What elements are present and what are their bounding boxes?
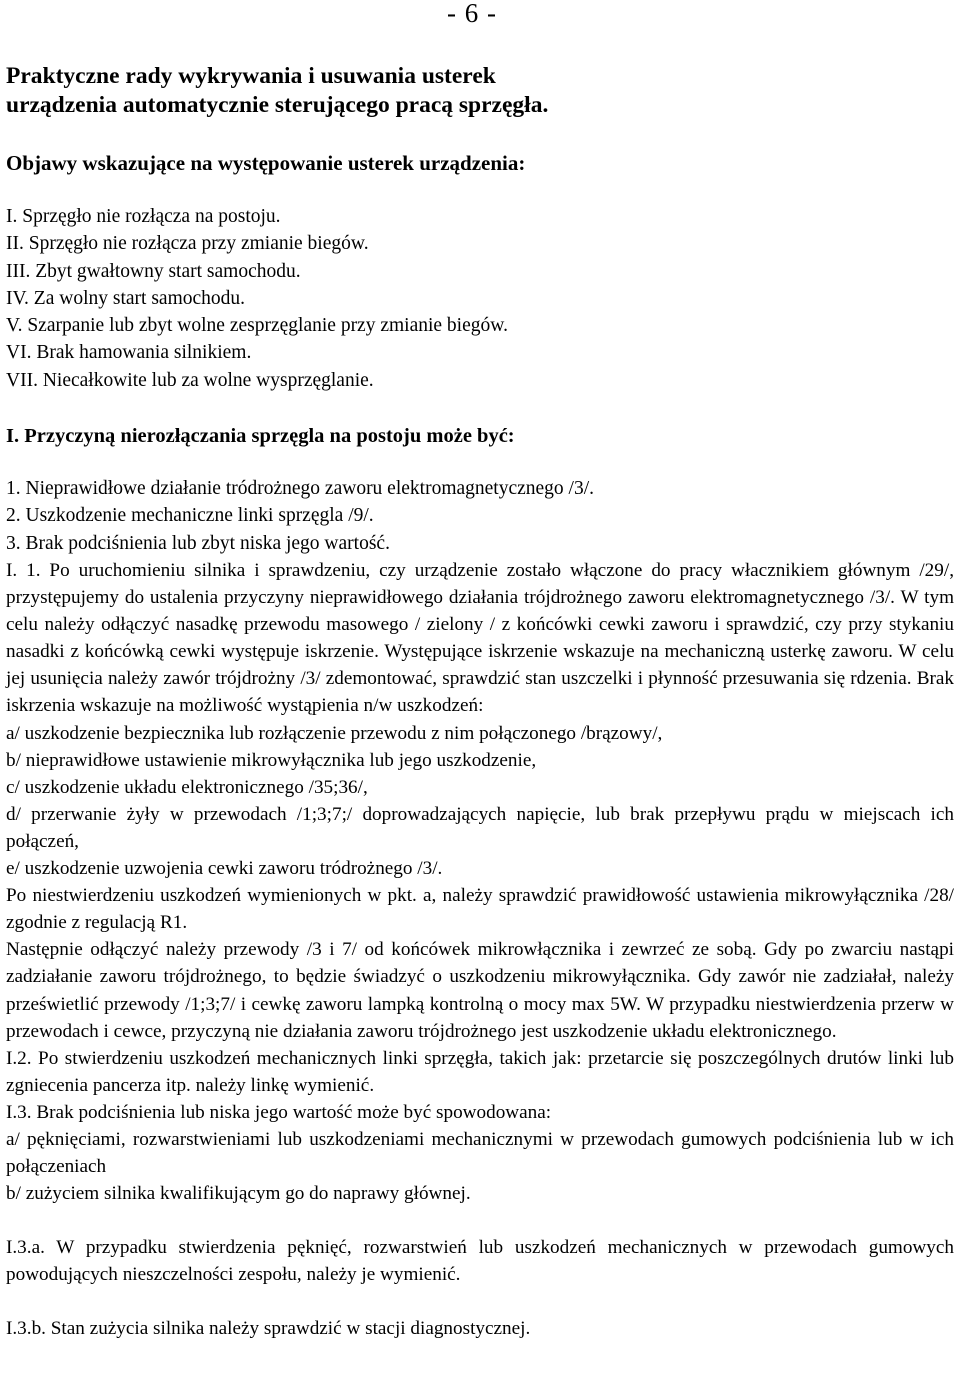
symptom-item: I. Sprzęgło nie rozłącza na postoju. — [6, 206, 281, 227]
paragraph-i3b: I.3.b. Stan zużycia silnika należy sprawdzić w stacji diagnostycznej. — [6, 1318, 531, 1340]
paragraph-i2: I.2. Po stwierdzeniu uszkodzeń mechanicznych linki sprzęgła, takich jak: przetarcie się poszczególnych drutów linki lub zgniecenia pancerza itp. należy linkę wymienić. — [6, 1047, 954, 1096]
causes-list — [6, 475, 946, 557]
symptom-item: IV. Za wolny start samochodu. — [6, 287, 246, 309]
fault-item-a: a/ uszkodzenie bezpiecznika lub rozłączenie przewodu z nim połączonego /brązowy/, — [6, 722, 663, 744]
title-line-1: Praktyczne rady wykrywania i usuwania usterek — [6, 63, 496, 89]
document-title — [6, 62, 548, 120]
body-text — [6, 557, 954, 1343]
paragraph-microswitch-check: Po niestwierdzeniu uszkodzeń wymienionych w pkt. a, należy sprawdzić prawidłowość ustawienia mikrowyłącznika /28/ zgodnie z regulacją R1. — [6, 885, 954, 934]
cause-item: 2. Uszkodzenie mechaniczne linki sprzęgla /9/. — [6, 505, 374, 527]
spacer — [6, 1288, 954, 1315]
fault-item-b: b/ nieprawidłowe ustawienie mikrowyłącznika lub jego uszkodzenie, — [6, 749, 537, 771]
title-line-2: urządzenia automatycznie sterującego pracą sprzęgła. — [6, 92, 549, 118]
symptom-item: VII. Niecałkowite lub za wolne wysprzęglanie. — [6, 369, 374, 391]
paragraph-wire-test: Następnie odłączyć należy przewody /3 i 7/ od końcówek mikrowłącznika i zewrzeć ze sobą. Gdy po zwarciu nastąpi zadziałanie zaworu trójdrożnego, to będzie świadzyć o uszkodzeniu mikrowyłącznika. Gdy zawór nie zadziałał, należy prześwietlić przewody /1;3;7/ i cewkę zaworu lampką kontrolną o mocy max 5W. W przypadku niestwierdzenia przerw w przewodach i cewce, przyczyną nie działania zaworu trójdrożnego jest uszkodzenie układu elektronicznego. — [6, 939, 954, 1042]
symptom-item: VI. Brak hamowania silnikiem. — [6, 342, 252, 364]
fault-item-d: d/ przerwanie żyły w przewodach /1;3;7;/ doprowadzających napięcie, lub brak przepływu prądu w miejscach ich połączeń, — [6, 803, 954, 852]
fault-item-e: e/ uszkodzenie uzwojenia cewki zaworu tródrożnego /3/. — [6, 858, 443, 880]
spacer — [6, 1207, 954, 1234]
page-number: - 6 - — [447, 0, 497, 28]
paragraph-i3a: I.3.a. W przypadku stwierdzenia pęknięć, rozwarstwień lub uszkodzeń mechanicznych w przewodach gumowych powodujących nieszczelności zespołu, należy je wymienić. — [6, 1237, 954, 1286]
paragraph-i3-b: b/ zużyciem silnika kwalifikującym go do naprawy głównej. — [6, 1183, 471, 1205]
paragraph-i1: I. 1. Po uruchomieniu silnika i sprawdzeniu, czy urządzenie zostało włączone do pracy włacznikiem głównym /29/, przystępujemy do ustalenia przyczyny nieprawidłowego działania trójdrożnego zaworu elektromagnetycznego /3/. W tym celu należy odłączyć nasadkę przewodu masowego / zielony / z końcówki cewki zaworu i sprawdzić, czy przy stykaniu nasadki z końcówką cewki występuje iskrzenie. Występujące iskrzenie wskazuje na mechaniczną usterkę zaworu. W celu jej usunięcia należy zawór trójdrożny /3/ zdemontować, sprawdzić stan uszczelki i płynność przesuwania się rdzenia. Brak iskrzenia wskazuje na możliwość wystąpienia n/w uszkodzeń: — [6, 560, 954, 717]
paragraph-i3: I.3. Brak podciśnienia lub niska jego wartość może być spowodowana: — [6, 1101, 552, 1123]
symptom-item: V. Szarpanie lub zbyt wolne zesprzęglanie przy zmianie biegów. — [6, 315, 508, 337]
fault-item-c: c/ uszkodzenie układu elektronicznego /35;36/, — [6, 776, 368, 798]
cause-heading: I. Przyczyną nierozłączania sprzęgla na postoju może być: — [6, 425, 515, 447]
symptoms-heading: Objawy wskazujące na występowanie usterek urządzenia: — [6, 151, 526, 175]
symptoms-list — [6, 203, 946, 394]
cause-item: 1. Nieprawidłowe działanie tródrożnego zaworu elektromagnetycznego /3/. — [6, 478, 595, 499]
symptom-item: III. Zbyt gwałtowny start samochodu. — [6, 260, 301, 282]
paragraph-i3-a: a/ pęknięciami, rozwarstwieniami lub uszkodzeniami mechanicznymi w przewodach gumowych podciśnienia lub w ich połączeniach — [6, 1128, 954, 1178]
symptom-item: II. Sprzęgło nie rozłącza przy zmianie biegów. — [6, 233, 369, 255]
cause-item: 3. Brak podciśnienia lub zbyt niska jego wartość. — [6, 532, 390, 554]
